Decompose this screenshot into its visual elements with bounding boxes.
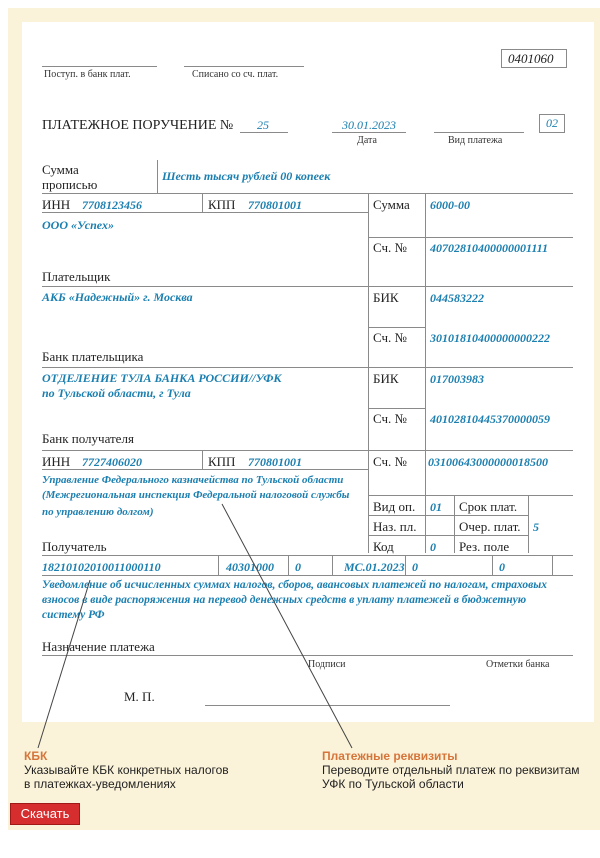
payer-sum: 6000-00 <box>430 198 470 212</box>
recipient-inn-label: ИНН <box>42 454 71 469</box>
debited-label: Списано со сч. плат. <box>192 69 279 80</box>
payer-account-label: Сч. № <box>373 240 407 255</box>
recipient-label: Получатель <box>42 539 107 554</box>
payer-bank-bik: 044583222 <box>430 291 484 305</box>
payer-account: 40702810400000001111 <box>430 241 549 255</box>
payer-bank-label: Банк плательщика <box>42 349 144 364</box>
bank-marks-label: Отметки банка <box>486 659 550 670</box>
status-code: 02 <box>546 116 558 130</box>
recipient-bank-label: Банк получателя <box>42 431 134 446</box>
stamp-label: М. П. <box>124 689 155 704</box>
download-button[interactable]: Скачать <box>10 803 80 825</box>
kbk: 18210102010011000110 <box>42 560 161 574</box>
naz-label: Наз. пл. <box>373 519 417 534</box>
kbk-note-text-2: в платежках-уведомлениях <box>24 777 176 791</box>
recipient-kpp-label: КПП <box>208 454 236 469</box>
payment-type-label: Вид платежа <box>448 135 503 146</box>
recipient-bank-bik-label: БИК <box>373 371 399 386</box>
payer-inn: 7708123456 <box>82 198 142 212</box>
vid-op-label: Вид оп. <box>373 499 416 514</box>
received-label: Поступ. в банк плат. <box>44 69 131 80</box>
requisites-note-title: Платежные реквизиты <box>322 749 458 763</box>
ocher: 5 <box>533 520 539 534</box>
payer-name: ООО «Успех» <box>42 218 114 232</box>
sum-words-label-2: прописью <box>42 177 98 192</box>
kbk-note-title: КБК <box>24 749 48 763</box>
recipient-name-2: (Межрегиональная инспекция Федеральной налоговой службы <box>42 489 350 501</box>
kod: 0 <box>430 540 436 554</box>
order-date: 30.01.2023 <box>342 118 396 132</box>
recipient-bank-bik: 017003983 <box>430 372 484 386</box>
requisites-note-text-2: УФК по Тульской области <box>322 777 464 791</box>
date-label: Дата <box>357 135 377 146</box>
form-code: 0401060 <box>508 51 554 66</box>
srok-label: Срок плат. <box>459 499 518 514</box>
recipient-name-3: по управлению долгом) <box>42 506 154 518</box>
order-number: 25 <box>257 118 269 132</box>
recipient-bank-name-2: по Тульской области, г Тула <box>42 386 191 400</box>
doc-date: 0 <box>499 560 505 574</box>
purpose-label: Назначение платежа <box>42 639 155 654</box>
recipient-name: Управление Федерального казначейства по Тульской области <box>42 474 344 486</box>
basis: 0 <box>295 560 301 574</box>
payer-kpp-label: КПП <box>208 197 236 212</box>
payer-bank-bik-label: БИК <box>373 290 399 305</box>
rez-label: Рез. поле <box>459 539 510 554</box>
payer-kpp: 770801001 <box>248 198 302 212</box>
recipient-inn: 7727406020 <box>82 455 142 469</box>
signatures-label: Подписи <box>308 659 346 670</box>
kod-label: Код <box>373 539 394 554</box>
payer-bank-account-label: Сч. № <box>373 330 407 345</box>
payer-sum-label: Сумма <box>373 197 410 212</box>
payer-label: Плательщик <box>42 269 111 284</box>
recipient-kpp: 770801001 <box>248 455 302 469</box>
period: МС.01.2023 <box>344 560 405 574</box>
purpose-line-3: систему РФ <box>42 609 105 621</box>
requisites-note-text: Переводите отдельный платеж по реквизитам <box>322 763 580 777</box>
purpose-line-2: взносов в виде распоряжения на перевод денежных средств в уплату платежей в бюджетную <box>42 594 527 606</box>
ocher-label: Очер. плат. <box>459 519 521 534</box>
doc-num: 0 <box>412 560 418 574</box>
purpose-line-1: Уведомление об исчисленных суммах налогов, сборов, авансовых платежей по налогам, страховых <box>42 579 548 591</box>
recipient-bank-name: ОТДЕЛЕНИЕ ТУЛА БАНКА РОССИИ//УФК <box>42 371 282 385</box>
sum-words-label: Сумма <box>42 162 79 177</box>
recipient-account: 03100643000000018500 <box>428 455 548 469</box>
page-title: ПЛАТЕЖНОЕ ПОРУЧЕНИЕ № <box>42 118 234 133</box>
recipient-bank-account-label: Сч. № <box>373 411 407 426</box>
payer-bank-account: 30101810400000000222 <box>430 331 550 345</box>
recipient-bank-account: 40102810445370000059 <box>430 412 550 426</box>
payer-bank-name: АКБ «Надежный» г. Москва <box>42 290 193 304</box>
vid-op: 01 <box>430 500 442 514</box>
sum-words: Шесть тысяч рублей 00 копеек <box>162 169 331 183</box>
oktmo: 40301000 <box>226 560 274 574</box>
kbk-note-text: Указывайте КБК конкретных налогов <box>24 763 229 777</box>
recipient-account-label: Сч. № <box>373 454 407 469</box>
payer-inn-label: ИНН <box>42 197 71 212</box>
